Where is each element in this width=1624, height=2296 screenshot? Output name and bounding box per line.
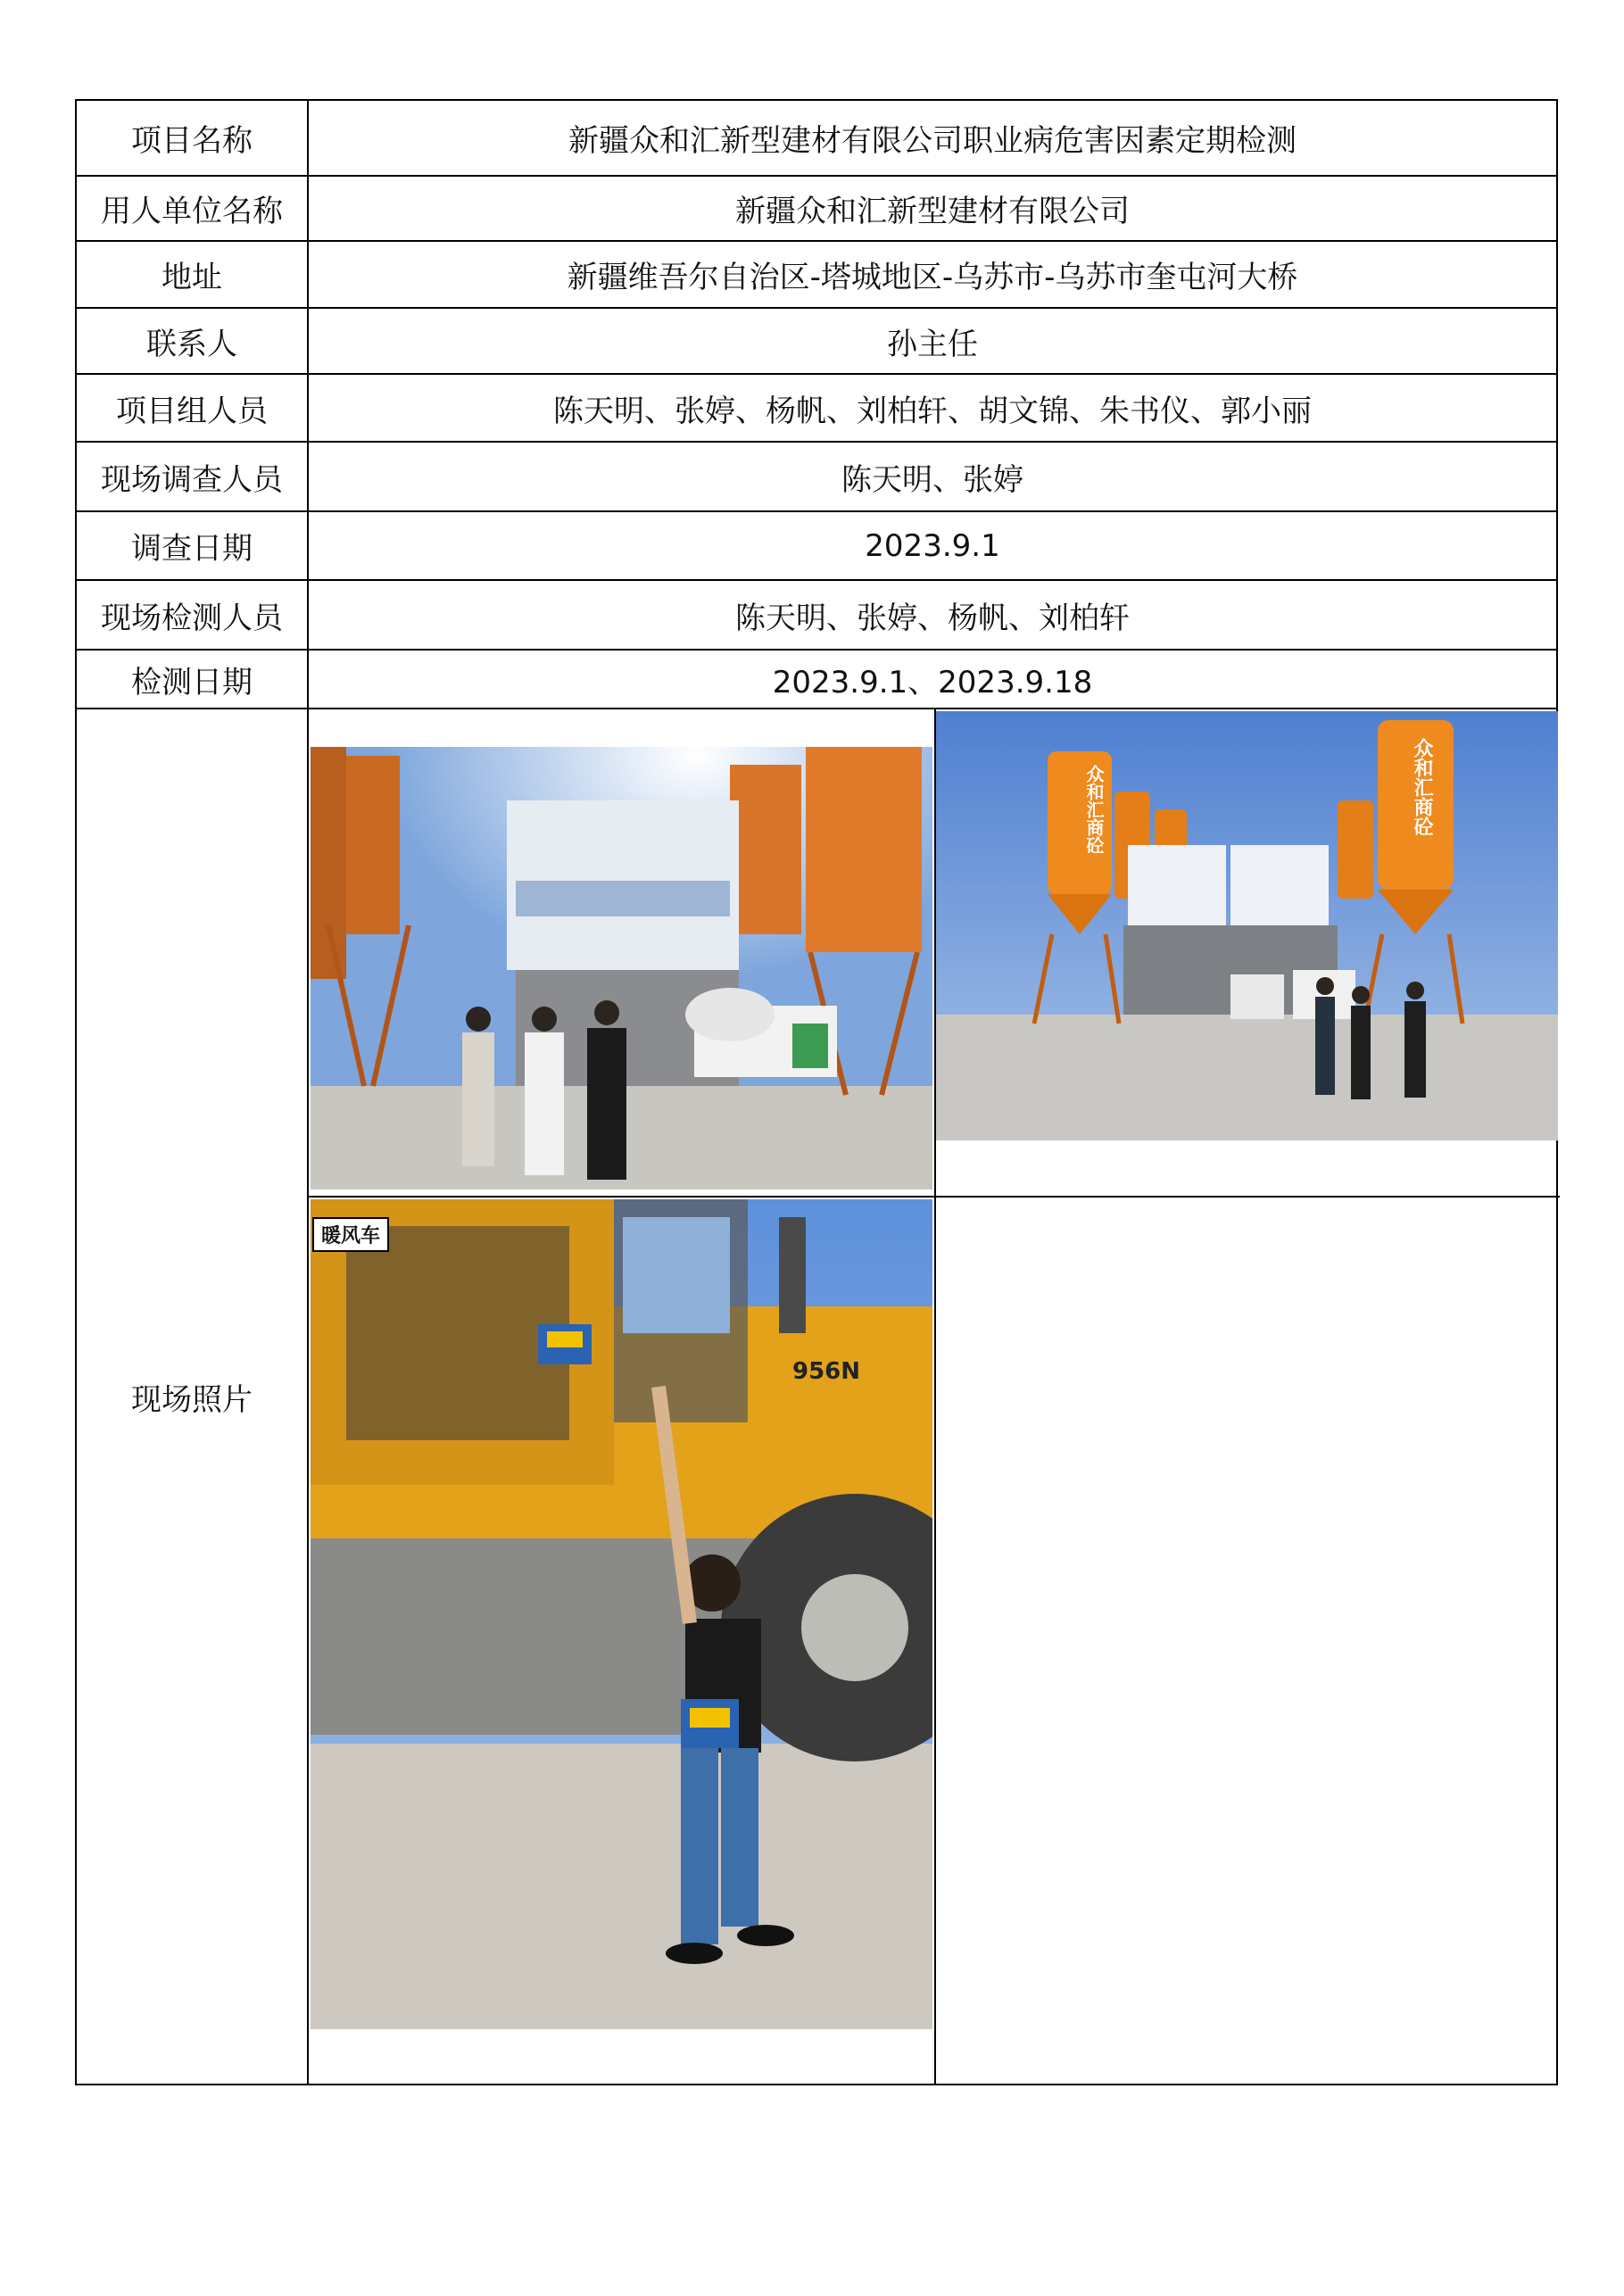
label-contact: 联系人 bbox=[76, 308, 308, 374]
value-test-staff: 陈天明、张婷、杨帆、刘柏轩 bbox=[308, 580, 1557, 650]
row-test-date bbox=[76, 650, 1557, 709]
value-contact: 孙主任 bbox=[308, 308, 1557, 374]
loader-model-text: 956N bbox=[792, 1358, 861, 1385]
value-survey-date: 2023.9.1 bbox=[308, 511, 1557, 580]
value-survey-staff: 陈天明、张婷 bbox=[308, 442, 1557, 511]
label-survey-staff: 现场调查人员 bbox=[76, 442, 308, 511]
value-test-date: 2023.9.1、2023.9.18 bbox=[308, 650, 1557, 709]
label-address: 地址 bbox=[76, 241, 308, 308]
label-test-date: 检测日期 bbox=[76, 650, 308, 709]
label-employer: 用人单位名称 bbox=[76, 176, 308, 241]
photo-loader-testing bbox=[311, 1199, 932, 2029]
label-team: 项目组人员 bbox=[76, 374, 308, 442]
photos-cell bbox=[308, 709, 1557, 2085]
row-team bbox=[76, 374, 1557, 442]
photo-plant-silos bbox=[936, 711, 1558, 1140]
label-site-photos: 现场照片 bbox=[76, 709, 308, 2085]
value-address: 新疆维吾尔自治区-塔城地区-乌苏市-乌苏市奎屯河大桥 bbox=[308, 241, 1557, 308]
row-project-name bbox=[76, 100, 1557, 176]
label-survey-date: 调查日期 bbox=[76, 511, 308, 580]
cab-sign: 暖风车 bbox=[312, 1217, 389, 1252]
info-table bbox=[75, 99, 1558, 2085]
row-employer bbox=[76, 176, 1557, 241]
photo-grid bbox=[309, 709, 1560, 2084]
photo-plant-sunlight bbox=[311, 747, 932, 1189]
row-survey-staff bbox=[76, 442, 1557, 511]
row-test-staff bbox=[76, 580, 1557, 650]
silo-lettering-left: 众和汇商砼 bbox=[1083, 765, 1105, 854]
row-site-photos bbox=[76, 709, 1557, 2085]
value-project-name: 新疆众和汇新型建材有限公司职业病危害因素定期检测 bbox=[308, 100, 1557, 176]
value-team: 陈天明、张婷、杨帆、刘柏轩、胡文锦、朱书仪、郭小丽 bbox=[308, 374, 1557, 442]
info-sheet bbox=[75, 99, 1558, 2085]
grid-divider-horizontal bbox=[309, 1196, 1560, 1198]
row-address bbox=[76, 241, 1557, 308]
label-test-staff: 现场检测人员 bbox=[76, 580, 308, 650]
label-project-name: 项目名称 bbox=[76, 100, 308, 176]
value-employer: 新疆众和汇新型建材有限公司 bbox=[308, 176, 1557, 241]
silo-lettering-right: 众和汇商砼 bbox=[1411, 738, 1433, 836]
row-survey-date bbox=[76, 511, 1557, 580]
row-contact bbox=[76, 308, 1557, 374]
